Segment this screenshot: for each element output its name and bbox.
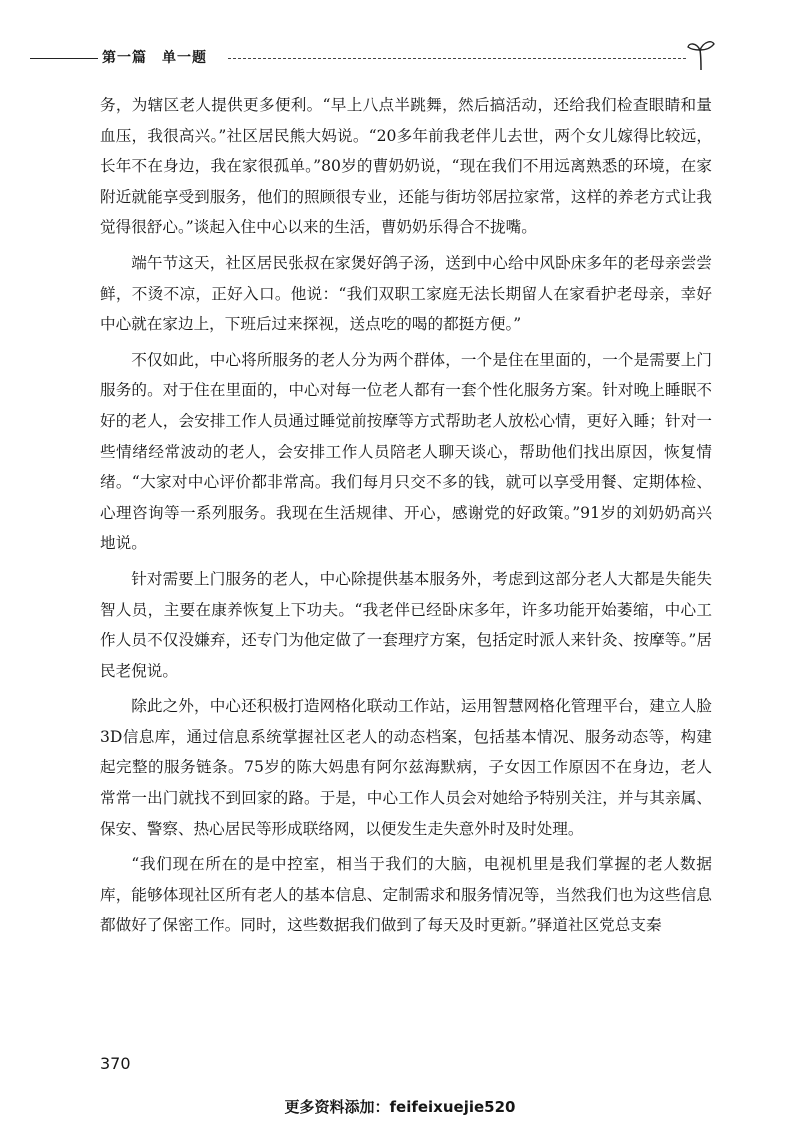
article-body xyxy=(100,90,712,946)
page-number: 370 xyxy=(100,1054,131,1073)
paragraph-3: 不仅如此，中心将所服务的老人分为两个群体，一个是住在里面的，一个是需要上门服务的。对于住在里面的，中心对每一位老人都有一套个性化服务方案。针对晚上睡眠不好的老人，会安排工作人员通过睡觉前按摩等方式帮助老人放松心情，更好入睡；针对一些情绪经常波动的老人，会安排工作人员陪老人聊天谈心，帮助他们找出原因，恢复情绪。“大家对中心评价都非常高。我们每月只交不多的钱，就可以享受用餐、定期体检、心理咨询等一系列服务。我现在生活规律、开心，感谢党的好政策。”91岁的刘奶奶高兴地说。 xyxy=(100,350,712,553)
header-rule-left xyxy=(30,58,98,59)
paragraph-4: 针对需要上门服务的老人，中心除提供基本服务外，考虑到这部分老人大都是失能失智人员，主要在康养恢复上下功夫。“我老伴已经卧床多年，许多功能开始萎缩，中心工作人员不仅没嫌弃，还专门为他定做了一套理疗方案，包括定时派人来针灸、按摩等。”居民老倪说。 xyxy=(100,569,712,680)
running-header xyxy=(30,38,750,78)
sprout-icon xyxy=(686,38,716,72)
paragraph-2: 端午节这天，社区居民张叔在家煲好鸽子汤，送到中心给中风卧床多年的老母亲尝尝鲜，不烫不凉，正好入口。他说：“我们双职工家庭无法长期留人在家看护老母亲，幸好中心就在家边上，下班后过来探视，送点吃的喝的都挺方便。” xyxy=(100,253,712,334)
paragraph-6: “我们现在所在的是中控室，相当于我们的大脑，电视机里是我们掌握的老人数据库，能够体现社区所有老人的基本信息、定制需求和服务情况等，当然我们也为这些信息都做好了保密工作。同时，这些数据我们做到了每天及时更新。”驿道社区党总支秦 xyxy=(100,855,712,935)
chapter-title: 第一篇 单一题 xyxy=(102,50,207,66)
header-rule-right xyxy=(228,58,686,59)
footer-note: 更多资料添加：feifeixuejie520 xyxy=(284,1098,516,1116)
paragraph-5: 除此之外，中心还积极打造网格化联动工作站，运用智慧网格化管理平台，建立人脸3D信息库，通过信息系统掌握社区老人的动态档案，包括基本情况、服务动态等，构建起完整的服务链条。75岁的陈大妈患有阿尔兹海默病，子女因工作原因不在身边，老人常常一出门就找不到回家的路。于是，中心工作人员会对她给予特别关注，并与其亲属、保安、警察、热心居民等形成联络网，以便发生走失意外时及时处理。 xyxy=(100,697,712,838)
paragraph-1: 务，为辖区老人提供更多便利。“早上八点半跳舞，然后搞活动，还给我们检查眼睛和量血压，我很高兴。”社区居民熊大妈说。“20多年前我老伴儿去世，两个女儿嫁得比较远，长年不在身边，我在家很孤单。”80岁的曹奶奶说，“现在我们不用远离熟悉的环境，在家附近就能享受到服务，他们的照顾很专业，还能与街坊邻居拉家常，这样的养老方式让我觉得很舒心。”谈起入住中心以来的生活，曹奶奶乐得合不拢嘴。 xyxy=(100,96,712,237)
